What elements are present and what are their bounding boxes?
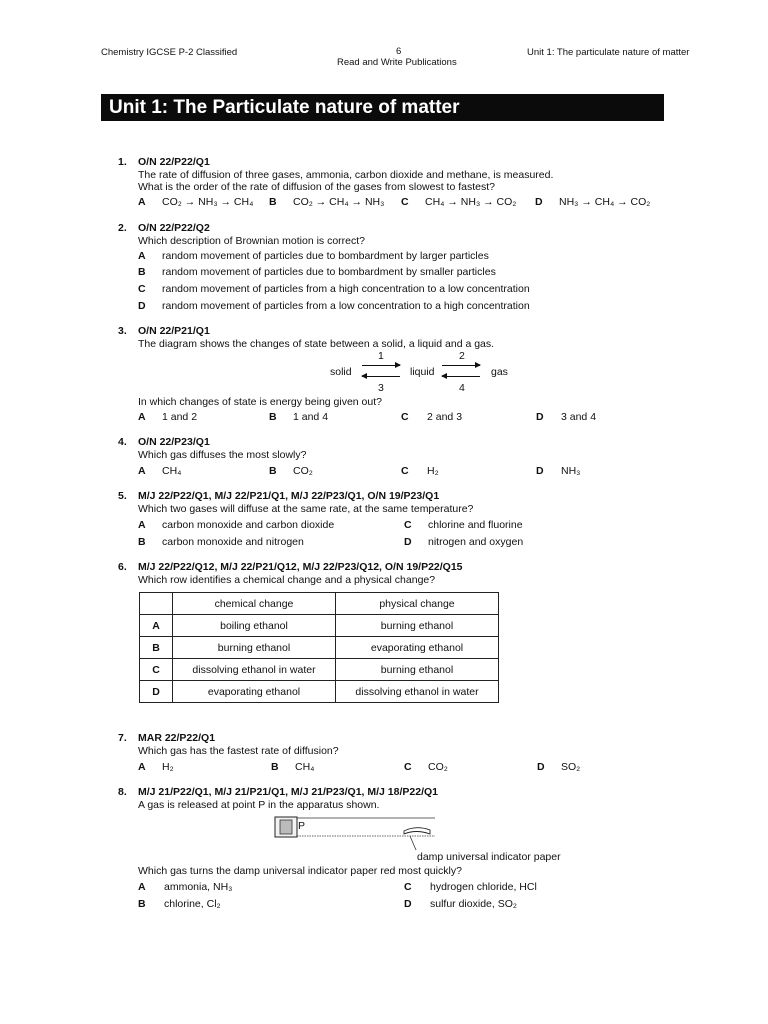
q3-letter-c: C: [401, 411, 409, 423]
q2-option-d: random movement of particles from a low concentration to a high concentration: [162, 300, 530, 312]
q4-letter-c: C: [401, 465, 409, 477]
q3-gas-label: gas: [491, 366, 508, 378]
q2-letter-a: A: [138, 250, 146, 262]
q4-option-b: CO₂: [293, 465, 313, 477]
table-row-letter: D: [140, 681, 173, 703]
table-row: [140, 615, 499, 637]
q8-letter-b: B: [138, 898, 146, 910]
q3-arrow-label-2: 2: [459, 350, 465, 362]
q1-source: O/N 22/P22/Q1: [138, 156, 210, 168]
q1-text-2: What is the order of the rate of diffusion of the gases from slowest to fastest?: [138, 181, 495, 193]
q3-arrow-label-1: 1: [378, 350, 384, 362]
q2-letter-d: D: [138, 300, 146, 312]
q7-option-a: H₂: [162, 761, 174, 773]
q3-letter-d: D: [536, 411, 544, 423]
q3-source: O/N 22/P21/Q1: [138, 325, 210, 337]
table-row: [140, 637, 499, 659]
q5-letter-a: A: [138, 519, 146, 531]
q5-letter-b: B: [138, 536, 146, 548]
q5-option-d: nitrogen and oxygen: [428, 536, 524, 548]
q4-option-d: NH₃: [561, 465, 581, 477]
publisher: Read and Write Publications: [337, 57, 457, 68]
table-header-physical: physical change: [336, 593, 499, 615]
q7-option-c: CO₂: [428, 761, 448, 773]
q5-option-b: carbon monoxide and nitrogen: [162, 536, 304, 548]
q3-text-1: The diagram shows the changes of state between a solid, a liquid and a gas.: [138, 338, 495, 350]
q7-option-b: CH₄: [295, 761, 315, 773]
q8-label-leader: [410, 836, 416, 850]
q3-option-b: 1 and 4: [293, 411, 329, 423]
q3-arrow-left-4: [442, 376, 480, 377]
table-header-row: [140, 593, 499, 615]
q7-number: 7.: [118, 732, 127, 744]
q8-paper-label: damp universal indicator paper: [417, 851, 561, 863]
q6-table: [139, 592, 499, 703]
q3-arrow-right-2: [442, 365, 480, 366]
table-row-letter: B: [140, 637, 173, 659]
q3-solid-label: solid: [330, 366, 352, 378]
table-cell-chemical: boiling ethanol: [173, 615, 336, 637]
q5-option-a: carbon monoxide and carbon dioxide: [162, 519, 335, 531]
q3-liquid-label: liquid: [410, 366, 435, 378]
q1-text-1: The rate of diffusion of three gases, ammonia, carbon dioxide and methane, is measured.: [138, 169, 554, 181]
q8-option-b: chlorine, Cl₂: [164, 898, 221, 910]
q4-number: 4.: [118, 436, 127, 448]
q4-option-a: CH₄: [162, 465, 182, 477]
q8-option-c: hydrogen chloride, HCl: [430, 881, 537, 893]
q6-source: M/J 22/P22/Q12, M/J 22/P21/Q12, M/J 22/P23/Q12, O/N 19/P22/Q15: [138, 561, 463, 573]
q2-text-1: Which description of Brownian motion is correct?: [138, 235, 366, 247]
q2-number: 2.: [118, 222, 127, 234]
q4-letter-d: D: [536, 465, 544, 477]
q3-letter-a: A: [138, 411, 146, 423]
q5-number: 5.: [118, 490, 127, 502]
table-cell-physical: evaporating ethanol: [336, 637, 499, 659]
q5-letter-d: D: [404, 536, 412, 548]
table-row: [140, 659, 499, 681]
q8-letter-d: D: [404, 898, 412, 910]
q8-letter-c: C: [404, 881, 412, 893]
q8-indicator-paper: [404, 828, 430, 834]
q8-source: M/J 21/P22/Q1, M/J 21/P21/Q1, M/J 21/P23/Q1, M/J 18/P22/Q1: [138, 786, 438, 798]
q2-option-c: random movement of particles from a high concentration to a low concentration: [162, 283, 530, 295]
table-row: [140, 681, 499, 703]
q3-number: 3.: [118, 325, 127, 337]
q3-arrow-right-1: [362, 365, 400, 366]
q3-arrow-label-3: 3: [378, 382, 384, 394]
q3-arrow-label-4: 4: [459, 382, 465, 394]
table-header-blank: [140, 593, 173, 615]
q8-option-d: sulfur dioxide, SO₂: [430, 898, 517, 910]
table-cell-chemical: evaporating ethanol: [173, 681, 336, 703]
q7-source: MAR 22/P22/Q1: [138, 732, 216, 744]
q1-letter-b: B: [269, 196, 277, 208]
q3-arrow-left-3: [362, 376, 400, 377]
q8-point-p-label: P: [298, 820, 306, 832]
q7-letter-a: A: [138, 761, 146, 773]
table-cell-chemical: dissolving ethanol in water: [173, 659, 336, 681]
q5-source: M/J 22/P22/Q1, M/J 22/P21/Q1, M/J 22/P23/Q1, O/N 19/P23/Q1: [138, 490, 440, 502]
q7-letter-d: D: [537, 761, 545, 773]
q5-text-1: Which two gases will diffuse at the same rate, at the same temperature?: [138, 503, 474, 515]
page-number: 6: [396, 46, 402, 57]
table-cell-physical: dissolving ethanol in water: [336, 681, 499, 703]
unit-title: Unit 1: The Particulate nature of matter: [101, 94, 664, 121]
q4-option-c: H₂: [427, 465, 439, 477]
q3-text-2: In which changes of state is energy being given out?: [138, 396, 382, 408]
q2-source: O/N 22/P22/Q2: [138, 222, 210, 234]
q1-option-a: CO₂ → NH₃ → CH₄: [162, 196, 254, 208]
header-right: Unit 1: The particulate nature of matter: [527, 47, 690, 58]
q4-source: O/N 22/P23/Q1: [138, 436, 210, 448]
q2-letter-c: C: [138, 283, 146, 295]
q7-option-d: SO₂: [561, 761, 581, 773]
table-row-letter: A: [140, 615, 173, 637]
q4-letter-a: A: [138, 465, 146, 477]
q8-apparatus-diagram: [270, 812, 450, 854]
q8-text-1: A gas is released at point P in the apparatus shown.: [138, 799, 380, 811]
q5-letter-c: C: [404, 519, 412, 531]
table-cell-physical: burning ethanol: [336, 615, 499, 637]
q7-letter-b: B: [271, 761, 279, 773]
q8-gas-source: [280, 820, 292, 834]
q6-text-1: Which row identifies a chemical change and a physical change?: [138, 574, 436, 586]
table-row-letter: C: [140, 659, 173, 681]
q2-option-a: random movement of particles due to bombardment by larger particles: [162, 250, 489, 262]
q8-number: 8.: [118, 786, 127, 798]
q3-option-c: 2 and 3: [427, 411, 463, 423]
q3-option-a: 1 and 2: [162, 411, 198, 423]
q8-letter-a: A: [138, 881, 146, 893]
q8-text-2: Which gas turns the damp universal indicator paper red most quickly?: [138, 865, 462, 877]
table-cell-chemical: burning ethanol: [173, 637, 336, 659]
q1-number: 1.: [118, 156, 127, 168]
q1-option-c: CH₄ → NH₃ → CO₂: [425, 196, 517, 208]
q1-option-b: CO₂ → CH₄ → NH₃: [293, 196, 385, 208]
q6-number: 6.: [118, 561, 127, 573]
q1-letter-c: C: [401, 196, 409, 208]
q4-text-1: Which gas diffuses the most slowly?: [138, 449, 307, 461]
q3-letter-b: B: [269, 411, 277, 423]
q1-letter-a: A: [138, 196, 146, 208]
q1-option-d: NH₃ → CH₄ → CO₂: [559, 196, 651, 208]
table-cell-physical: burning ethanol: [336, 659, 499, 681]
q5-option-c: chlorine and fluorine: [428, 519, 523, 531]
q7-letter-c: C: [404, 761, 412, 773]
header-left: Chemistry IGCSE P-2 Classified: [101, 47, 238, 58]
q8-option-a: ammonia, NH₃: [164, 881, 233, 893]
q2-letter-b: B: [138, 266, 146, 278]
q3-option-d: 3 and 4: [561, 411, 597, 423]
q2-option-b: random movement of particles due to bombardment by smaller particles: [162, 266, 496, 278]
q1-letter-d: D: [535, 196, 543, 208]
q7-text-1: Which gas has the fastest rate of diffusion?: [138, 745, 339, 757]
q4-letter-b: B: [269, 465, 277, 477]
table-header-chemical: chemical change: [173, 593, 336, 615]
